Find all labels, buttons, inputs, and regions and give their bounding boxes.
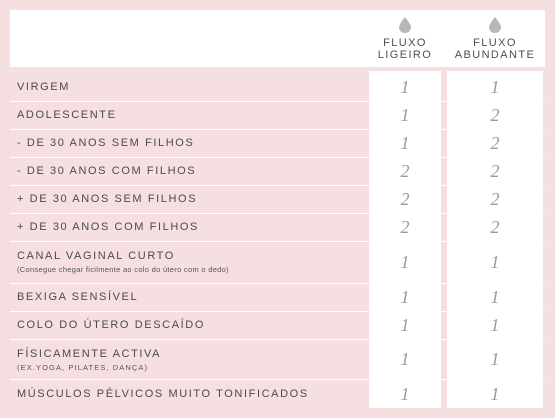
- value-ligeiro: 1: [400, 384, 410, 404]
- column-title-line2: ABUNDANTE: [454, 49, 536, 61]
- value-ligeiro: 2: [400, 217, 410, 237]
- value-abundante: 1: [490, 252, 500, 272]
- row-label: + DE 30 ANOS COM FILHOS: [17, 221, 199, 233]
- row-divider: [10, 157, 545, 158]
- value-abundante: 2: [490, 133, 500, 153]
- column-title-line1: FLUXO: [383, 37, 427, 49]
- value-ligeiro: 1: [400, 77, 410, 97]
- row-label: - DE 30 ANOS SEM FILHOS: [17, 137, 195, 149]
- row-sublabel: (EX.YOGA, PILATES, DANÇA): [17, 363, 149, 372]
- row-divider: [10, 129, 545, 130]
- value-ligeiro: 1: [400, 349, 410, 369]
- row-divider: [10, 185, 545, 186]
- row-label: VIRGEM: [17, 81, 70, 93]
- row-label: ADOLESCENTE: [17, 109, 117, 121]
- value-ligeiro: 1: [400, 252, 410, 272]
- column-header-abundante: [447, 10, 543, 67]
- column-title-line2: LIGEIRO: [377, 49, 433, 61]
- value-ligeiro: 1: [400, 287, 410, 307]
- row-divider: [10, 213, 545, 214]
- row-label: COLO DO ÚTERO DESCAÍDO: [17, 319, 205, 331]
- value-ligeiro: 1: [400, 133, 410, 153]
- value-ligeiro: 2: [400, 189, 410, 209]
- row-label: + DE 30 ANOS SEM FILHOS: [17, 193, 198, 205]
- value-abundante: 2: [490, 189, 500, 209]
- drop-icon: [489, 17, 501, 33]
- drop-icon: [399, 17, 411, 33]
- value-ligeiro: 1: [400, 105, 410, 125]
- row-label: BEXIGA SENSÍVEL: [17, 291, 139, 303]
- row-divider: [10, 379, 545, 380]
- column-header-ligeiro: [369, 10, 441, 67]
- value-abundante: 1: [490, 77, 500, 97]
- value-abundante: 2: [490, 105, 500, 125]
- row-label: FÍSICAMENTE ACTIVA: [17, 348, 162, 360]
- column-title-line1: FLUXO: [473, 37, 517, 49]
- row-divider: [10, 283, 545, 284]
- row-sublabel: (Consegue chegar ficilmente ao colo do útero com o dedo): [17, 265, 229, 274]
- value-ligeiro: 2: [400, 161, 410, 181]
- value-abundante: 2: [490, 217, 500, 237]
- row-divider: [10, 311, 545, 312]
- value-abundante: 1: [490, 384, 500, 404]
- row-label: CANAL VAGINAL CURTO: [17, 250, 175, 262]
- row-label: MÚSCULOS PÉLVICOS MUITO TONIFICADOS: [17, 388, 309, 400]
- row-label: - DE 30 ANOS COM FILHOS: [17, 165, 197, 177]
- row-divider: [10, 101, 545, 102]
- value-abundante: 2: [490, 161, 500, 181]
- row-divider: [10, 241, 545, 242]
- row-divider: [10, 339, 545, 340]
- value-abundante: 1: [490, 349, 500, 369]
- value-ligeiro: 1: [400, 315, 410, 335]
- value-abundante: 1: [490, 315, 500, 335]
- value-abundante: 1: [490, 287, 500, 307]
